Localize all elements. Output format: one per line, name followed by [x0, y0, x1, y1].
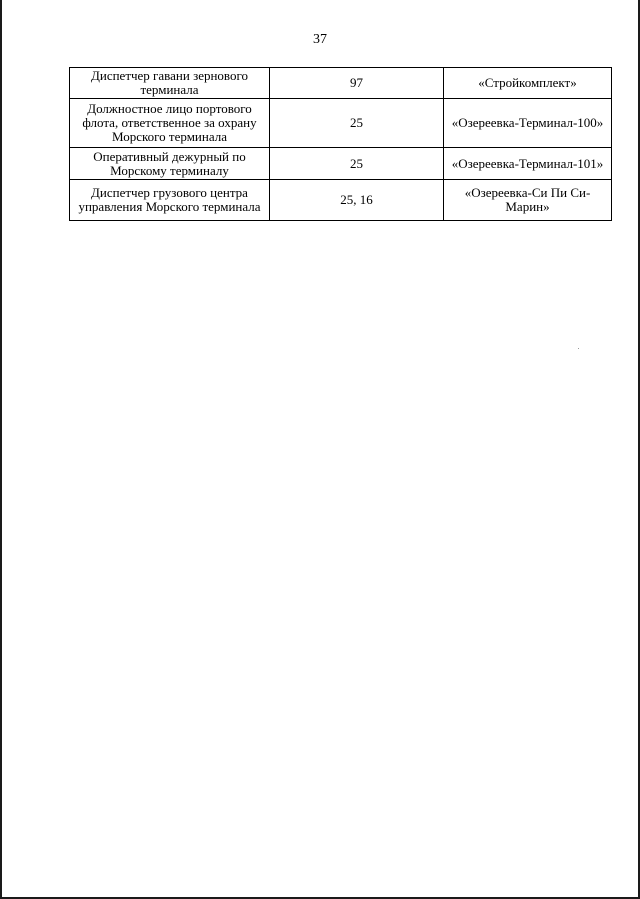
cell-organization: «Стройкомплект» [444, 68, 612, 99]
cell-channel: 25, 16 [270, 180, 444, 221]
cell-role: Оперативный дежурный по Морскому терминалу [70, 148, 270, 180]
scan-speck [578, 348, 579, 349]
table-row [70, 68, 612, 99]
cell-organization: «Озереевка-Терминал-100» [444, 99, 612, 148]
page-edge-left [0, 0, 2, 899]
communications-table [69, 67, 612, 221]
cell-channel: 25 [270, 99, 444, 148]
table-row [70, 180, 612, 221]
cell-channel: 25 [270, 148, 444, 180]
cell-role: Должностное лицо портового флота, ответственное за охрану Морского терминала [70, 99, 270, 148]
cell-organization: «Озереевка-Си Пи Си-Марин» [444, 180, 612, 221]
cell-role: Диспетчер гавани зернового терминала [70, 68, 270, 99]
cell-channel: 97 [270, 68, 444, 99]
page-number: 37 [313, 32, 327, 47]
table-row [70, 148, 612, 180]
cell-organization: «Озереевка-Терминал-101» [444, 148, 612, 180]
cell-role: Диспетчер грузового центра управления Морского терминала [70, 180, 270, 221]
table-row [70, 99, 612, 148]
